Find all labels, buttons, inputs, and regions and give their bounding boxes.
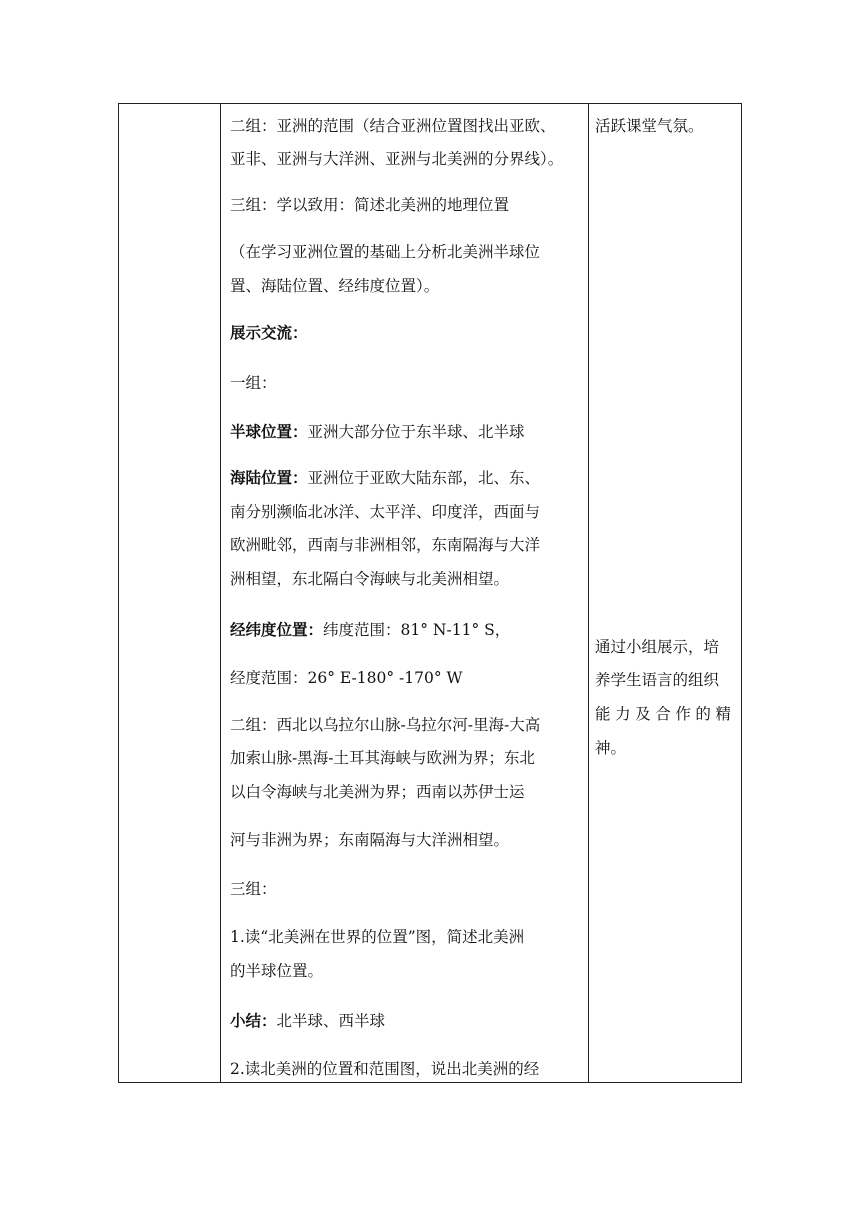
activity-column-cell — [221, 104, 589, 1082]
text-line: 经度范围：26° E-180° -170° W — [230, 669, 463, 687]
text-line: 养学生语言的组织 — [595, 671, 720, 689]
text-line: 二组：西北以乌拉尔山脉-乌拉尔河-里海-大高 — [230, 716, 541, 734]
text-line: 河与非洲为界；东南隔海与大洋洲相望。 — [230, 831, 510, 849]
bold-label: 海陆位置： — [230, 468, 308, 487]
left-column-cell — [119, 104, 221, 1082]
text-line: 南分别濒临北冰洋、太平洋、印度洋，西面与 — [230, 503, 541, 521]
text-line: 神。 — [595, 739, 627, 757]
text-line: 一组： — [230, 374, 277, 392]
text-line: 二组：亚洲的范围（结合亚洲位置图找出亚欧、 — [230, 117, 556, 135]
text-line: 能 力 及 合 作 的 精 — [595, 705, 731, 723]
text-line: 半球位置：亚洲大部分位于东半球、北半球 — [230, 422, 525, 441]
text-line: 2.读北美洲的位置和范围图，说出北美洲的经 — [230, 1060, 540, 1078]
text-line: 欧洲毗邻，西南与非洲相邻，东南隔海与大洋 — [230, 536, 541, 554]
text-line: 洲相望，东北隔白令海峡与北美洲相望。 — [230, 570, 510, 588]
text-line: 小结：北半球、西半球 — [230, 1011, 386, 1030]
text-line: 1.读“北美洲在世界的位置”图，简述北美洲 — [230, 928, 525, 946]
text-line: 海陆位置：亚洲位于亚欧大陆东部，北、东、 — [230, 468, 541, 487]
text-line: 经纬度位置：纬度范围：81° N-11° S， — [230, 620, 511, 639]
text-line: 置、海陆位置、经纬度位置）。 — [230, 277, 440, 295]
text-line: 的半球位置。 — [230, 962, 324, 980]
text-line: （在学习亚洲位置的基础上分析北美洲半球位 — [230, 243, 541, 261]
text-line: 以白令海峡与北美洲为界；西南以苏伊士运 — [230, 783, 525, 801]
purpose-column-cell — [589, 104, 741, 1082]
lesson-table — [118, 103, 742, 1083]
text-line: 通过小组展示，培 — [595, 638, 720, 656]
text-line: 亚非、亚洲与大洋洲、亚洲与北美洲的分界线）。 — [230, 150, 564, 168]
bold-label: 经纬度位置： — [230, 620, 324, 639]
text-line: 加索山脉-黑海-土耳其海峡与欧洲为界；东北 — [230, 749, 535, 767]
text-line: 三组：学以致用：简述北美洲的地理位置 — [230, 196, 510, 214]
text-line: 活跃课堂气氛。 — [595, 117, 704, 135]
section-heading: 展示交流： — [230, 323, 308, 342]
bold-label: 半球位置： — [230, 422, 308, 441]
text-line: 三组： — [230, 880, 277, 898]
bold-label: 小结： — [230, 1011, 277, 1030]
